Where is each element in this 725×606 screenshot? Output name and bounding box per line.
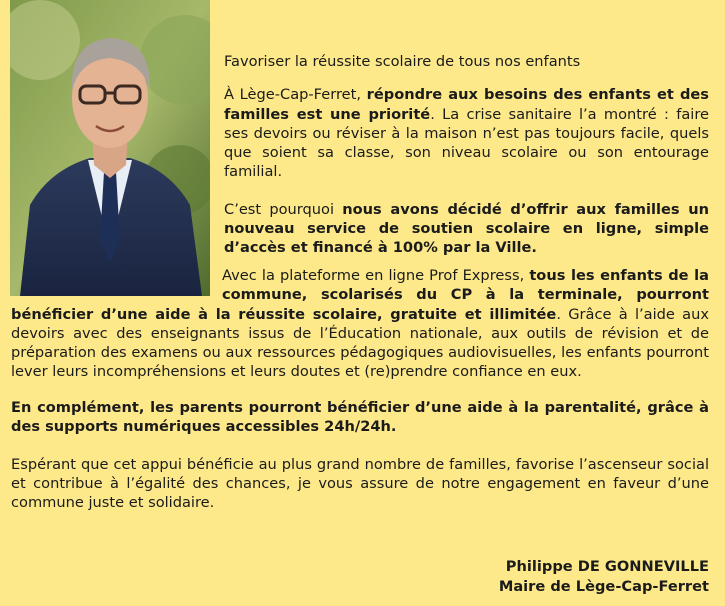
signature-role: Maire de Lège-Cap-Ferret bbox=[498, 577, 709, 595]
paragraph-1: À Lège-Cap-Ferret, répondre aux besoins des enfants et des familles est une priorité. La crise sanitaire l’a montré : faire ses devoirs ou réviser à la maison n’est pas toujours facile, quels que soient sa classe, son niveau scolaire ou son entourage familial. bbox=[224, 86, 709, 181]
paragraph-3: Avec la plateforme en ligne Prof Express, tous les enfants de la commune, scolarisés du CP à la terminale, pourront bénéficier d’une aide à la réussite scolaire, gratuite et illimitée. Grâce à l’aide aux devoirs avec des enseignants issus de l’Éducation nationale, aux outils de révision et de préparation des examens ou aux ressources pédagogiques audiovisuelles, les enfants pourront lever leurs incompréhensions et leurs doutes et (re)prendre confiance en eux. bbox=[11, 267, 709, 381]
closing-text bbox=[11, 398, 709, 512]
article-title: Favoriser la réussite scolaire de tous nos enfants bbox=[224, 53, 581, 70]
intro-text bbox=[224, 52, 709, 258]
paragraph-4: En complément, les parents pourront bénéficier d’une aide à la parentalité, grâce à des supports numériques accessibles 24h/24h. bbox=[11, 399, 709, 436]
paragraph-2: C’est pourquoi nous avons décidé d’offrir aux familles un nouveau service de soutien scolaire en ligne, simple d’accès et financé à 100% par la Ville. bbox=[224, 200, 709, 257]
paragraph-5: Espérant que cet appui bénéficie au plus grand nombre de familles, favorise l’ascenseur social et contribue à l’égalité des chances, je vous assure de notre engagement en faveur d’une commune juste et solidaire. bbox=[11, 455, 709, 512]
paragraph-3-wrapper bbox=[11, 266, 709, 382]
signature bbox=[499, 557, 709, 596]
signature-name: Philippe DE GONNEVILLE bbox=[505, 558, 709, 575]
portrait-photo bbox=[10, 0, 210, 296]
